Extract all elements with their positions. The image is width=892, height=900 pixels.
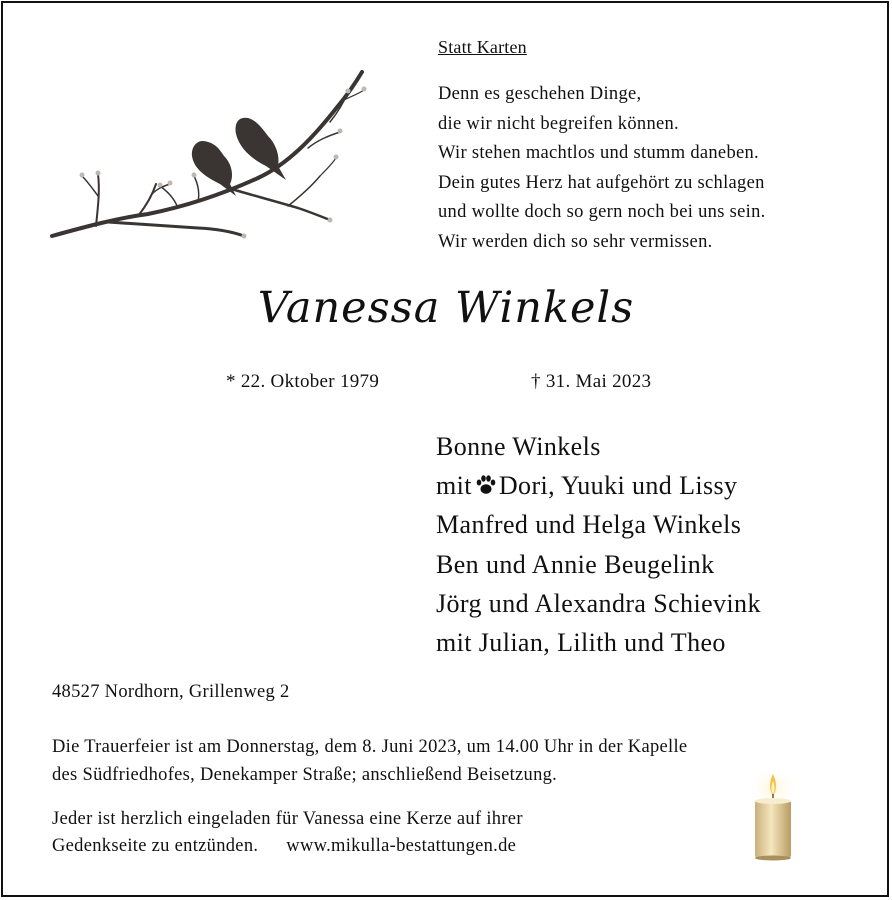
birds-on-branch-icon [48, 66, 368, 246]
poem-line: Wir werden dich so sehr vermissen. [438, 231, 713, 252]
funeral-service-info [52, 733, 852, 789]
mourner-prefix: mit [436, 471, 472, 501]
mourner-line-pets [436, 466, 761, 505]
invite-line-2 [52, 833, 692, 860]
memorial-website-link[interactable]: www.mikulla-bestattungen.de [286, 836, 517, 856]
deceased-name: Vanessa Winkels [257, 283, 635, 333]
mourners-list [436, 427, 761, 662]
poem [438, 80, 858, 257]
death-date: † 31. Mai 2023 [531, 371, 652, 392]
invite-text: Gedenkseite zu entzünden. [52, 836, 259, 856]
service-line: Die Trauerfeier ist am Donnerstag, dem 8. Juni 2023, um 14.00 Uhr in der Kapelle [52, 737, 688, 757]
poem-line: und wollte doch so gern noch bei uns sein. [438, 202, 766, 222]
mourner-line: Bonne Winkels [436, 432, 601, 461]
mourner-pets: Dori, Yuuki und Lissy [498, 471, 738, 501]
poem-line: die wir nicht begreifen können. [438, 113, 679, 134]
invite-line: Jeder ist herzlich eingeladen für Vanessa eine Kerze auf ihrer [52, 809, 523, 829]
birth-date: * 22. Oktober 1979 [226, 371, 380, 392]
poem-line: Wir stehen machtlos und stumm daneben. [438, 143, 759, 163]
poem-line: Dein gutes Herz hat aufgehört zu schlagen [438, 172, 765, 193]
mourner-line: Jörg und Alexandra Schievink [436, 588, 761, 618]
candle-icon [738, 764, 808, 864]
mourner-line: Manfred und Helga Winkels [436, 510, 742, 540]
notice-header-label: Statt Karten [438, 37, 527, 57]
candle-invitation [52, 806, 692, 860]
service-line: des Südfriedhofes, Denekamper Straße; anschließend Beisetzung. [52, 765, 558, 785]
paw-print-icon [474, 473, 498, 497]
poem-line: Denn es geschehen Dinge, [438, 84, 642, 104]
mourner-line: mit Julian, Lilith und Theo [436, 628, 726, 658]
mourner-line: Ben und Annie Beugelink [436, 549, 715, 579]
address: 48527 Nordhorn, Grillenweg 2 [52, 682, 290, 702]
